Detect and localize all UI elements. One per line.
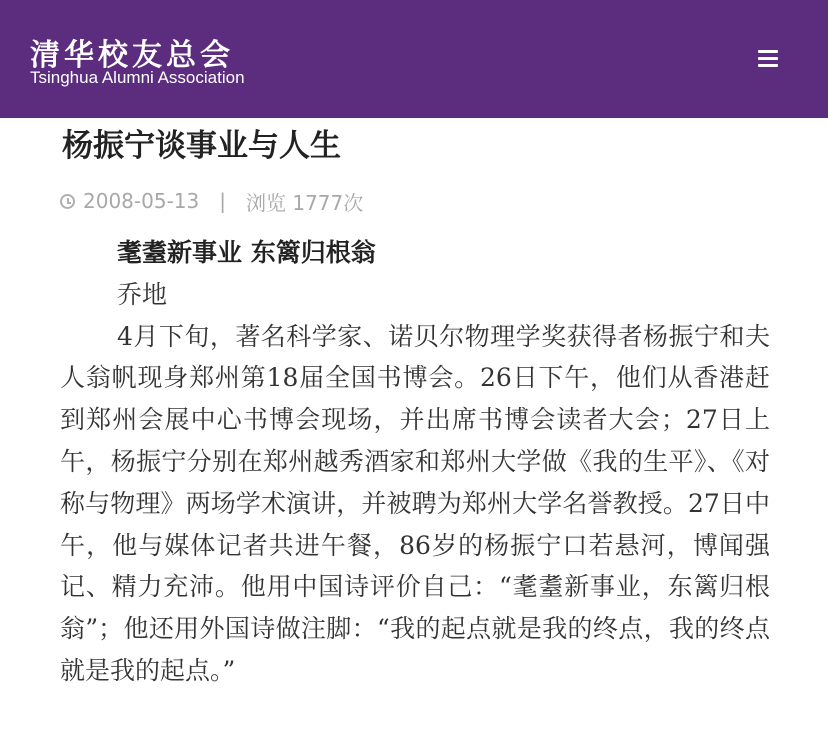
clock-icon xyxy=(60,194,75,209)
menu-bar xyxy=(758,50,778,53)
meta-separator: | xyxy=(219,189,226,213)
hamburger-menu-icon[interactable] xyxy=(748,40,788,76)
article-meta xyxy=(60,186,363,216)
article-author: 乔地 xyxy=(117,279,168,309)
menu-bar xyxy=(758,64,778,67)
site-header xyxy=(0,0,828,118)
logo-english[interactable]: Tsinghua Alumni Association xyxy=(30,68,245,87)
article-body xyxy=(60,232,770,692)
publish-date: 2008-05-13 xyxy=(83,189,200,213)
menu-bar xyxy=(758,57,778,60)
view-count: 浏览 1777次 xyxy=(245,190,364,215)
article-title: 杨振宁谈事业与人生 xyxy=(62,128,341,164)
article-paragraph: 4月下旬，著名科学家、诺贝尔物理学奖获得者杨振宁和夫人翁帆现身郑州第18届全国书博会。26日下午，他们从香港赶到郑州会展中心书博会现场，并出席书博会读者大会；27日上午，杨振宁分别在郑州越秀酒家和郑州大学做《我的生平》、《对称与物理》两场学术演讲，并被聘为郑州大学名誉教授。27日中午，他与媒体记者共进午餐，86岁的杨振宁口若悬河，博闻强记、精力充沛。他用中国诗评价自己：“耄耋新事业，东篱归根翁”；他还用外国诗做注脚：“我的起点就是我的终点，我的终点就是我的起点。” xyxy=(60,321,770,685)
article-subhead: 耄耋新事业 东篱归根翁 xyxy=(117,238,376,267)
logo-chinese[interactable]: 清华校友总会 xyxy=(30,38,234,73)
